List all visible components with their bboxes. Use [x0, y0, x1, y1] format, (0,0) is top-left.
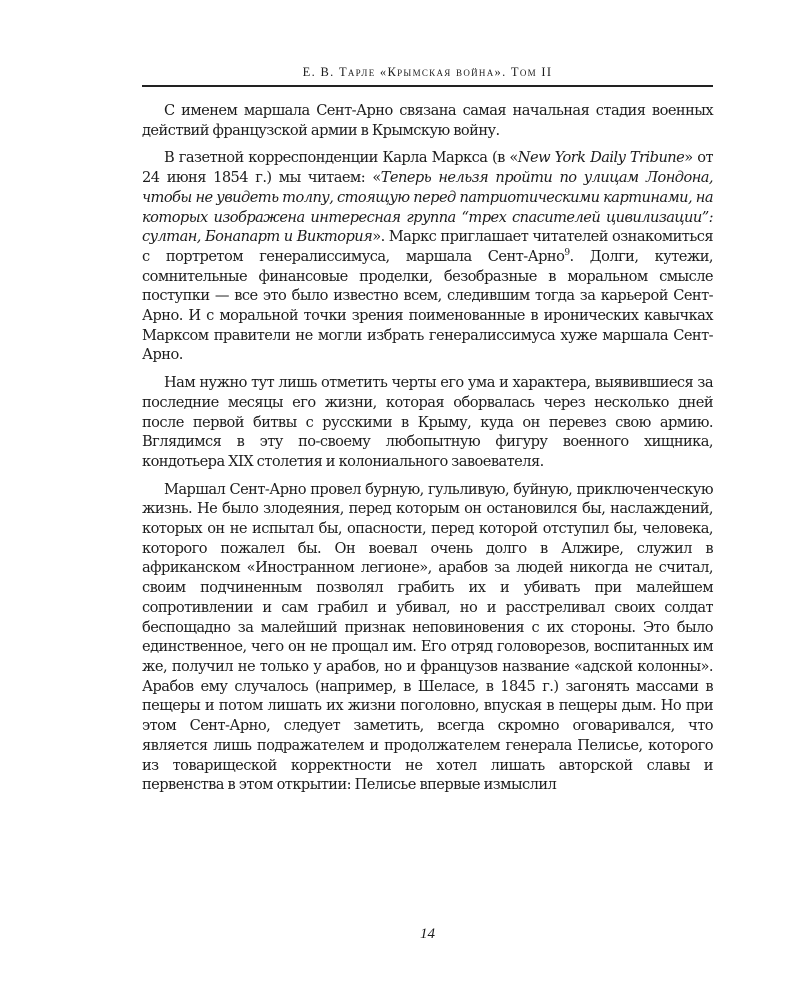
paragraph-2-text-1: В газетной корреспонденции Карла Маркса (в «: [164, 149, 518, 167]
running-header: Е. В. Тарле «Крымская война». Том II: [302, 65, 553, 79]
header-rule: [142, 85, 713, 87]
paragraph-2: [142, 148, 713, 365]
marx-quote: Теперь нельзя пройти по улицам Лондона, чтобы не увидеть толпу, стоящую перед патриотическими картинами, на которых изображена интересная группа “трех спасителей цивилизации”: султан, Бонапарт и Виктория: [142, 169, 714, 246]
paragraph-2-text-4: . Долги, кутежи, сомнительные финансовые проделки, безобразные в моральном смысле поступки — все это было известно всем, следившим тогда за карьерой Сент-Арно. И с моральной точки зрения поименованные в иронических кавычках Марксом правители не могли избрать генералиссимуса хуже маршала Сент-Арно.: [142, 247, 713, 364]
paragraph-3: Нам нужно тут лишь отметить черты его ума и характера, выявившиеся за последние месяцы его жизни, которая оборвалась через несколько дней после первой битвы с русскими в Крыму, куда он перевез свою армию. Вглядимся в эту по-своему любопытную фигуру военного хищника, кондотьера XIX столетия и колониального завоевателя.: [142, 374, 713, 470]
page-number: 14: [420, 926, 435, 942]
body-text: [142, 101, 713, 795]
paragraph-4: Маршал Сент-Арно провел бурную, гульливую, буйную, приключенческую жизнь. Не было злодеяния, перед которым он остановился бы, наслаждений, которых он не испытал бы, опасности, перед которой отступил бы, человека, которого пожалел бы. Он воевал очень долго в Алжире, служил в африканском «Иностранном легионе», арабов за людей никогда не считал, своим подчиненным позволял грабить их и убивать при малейшем сопротивлении и сам грабил и убивал, но и расстреливал своих солдат беспощадно за малейший признак неповиновения с их стороны. Это было единственное, чего он не прощал им. Его отряд головорезов, воспитанных им же, получил не только у арабов, но и французов название «адской колонны». Арабов ему случалось (например, в Шеласе, в 1845 г.) загонять массами в пещеры и потом лишать их жизни поголовно, впуская в пещеры дым. Но при этом Сент-Арно, следует заметить, всегда скромно оговаривался, что является лишь подражателем и продолжателем генерала Пелисье, которого из товарищеской корректности не хотел лишать авторской славы и первенства в этом открытии: Пелисье впервые измыслил: [142, 480, 713, 794]
paragraph-1: С именем маршала Сент-Арно связана самая начальная стадия военных действий французской армии в Крымскую войну.: [142, 102, 713, 139]
book-page: [142, 58, 713, 958]
footnote-marker[interactable]: 9: [564, 248, 570, 259]
paragraph-2-text-3: ». Маркс приглашает читателей ознакомиться с портретом генералиссимуса, маршала Сент-Арно: [142, 228, 713, 265]
paragraph-2-text-2: » от 24 июня 1854 г.) мы читаем: «: [142, 149, 713, 187]
newspaper-title: New York Daily Tribune: [517, 149, 685, 167]
